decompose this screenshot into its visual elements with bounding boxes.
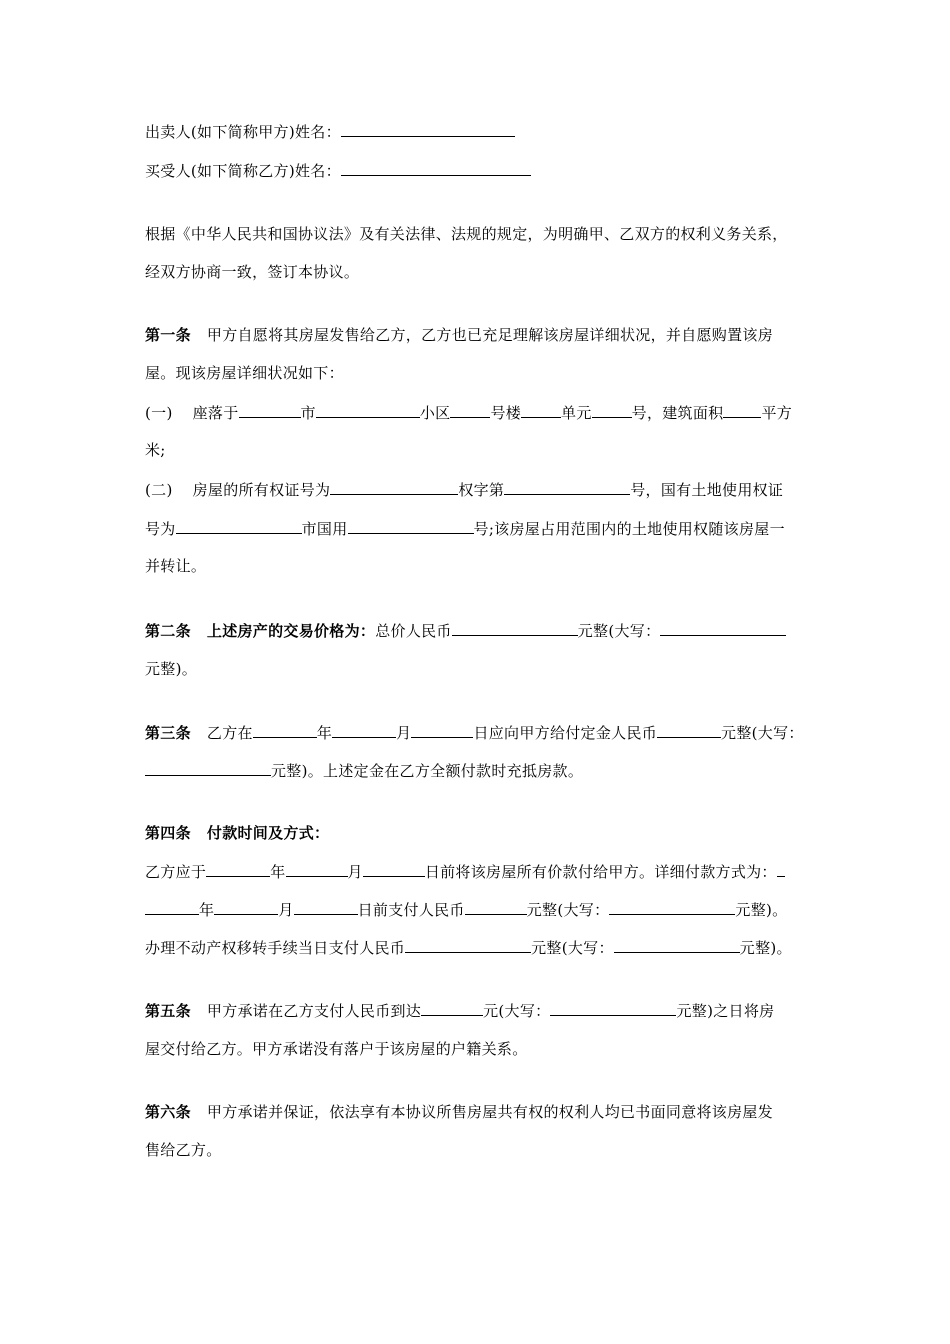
art5-title: 第五条 [145, 1002, 191, 1020]
item1-text-f: 号，建筑面积 [631, 404, 724, 422]
item2-text-d: 号为 [145, 520, 176, 538]
art4-text-l: 元整)。 [739, 939, 792, 957]
deposit-amount-blank[interactable] [657, 722, 721, 738]
buyer-label: 买受人(如下简称乙方)姓名： [145, 162, 341, 180]
intro-line-2: 经双方协商一致，签订本协议。 [145, 263, 360, 281]
installment-year-blank[interactable] [145, 899, 199, 915]
seller-line [145, 121, 515, 142]
transfer-amount-blank[interactable] [405, 937, 531, 953]
item1-text-d: 号楼 [490, 404, 522, 422]
art4-text-g: 日前支付人民币 [357, 901, 465, 919]
ownership-no-blank[interactable] [504, 479, 630, 495]
installment-month-blank[interactable] [214, 899, 278, 915]
buyer-name-blank[interactable] [341, 160, 531, 176]
art2-text-a: 总价人民币 [375, 622, 452, 640]
art1-item2-line-2 [145, 518, 785, 539]
building-blank[interactable] [450, 402, 490, 418]
art3-text-f: 元整)。上述定金在乙方全额付款时充抵房款。 [271, 762, 584, 780]
item2-text-c: 号，国有土地使用权证 [630, 481, 784, 499]
art4-subtitle: 付款时间及方式： [206, 824, 330, 842]
item2-text-f: 号;该房屋占用范围内的土地使用权随该房屋一 [473, 520, 785, 538]
art1-item1-line-2: 米; [145, 441, 166, 459]
district-blank[interactable] [316, 402, 420, 418]
art3-text-e: 元整(大写： [721, 724, 804, 742]
art5-text-a: 甲方承诺在乙方支付人民币到达 [206, 1002, 422, 1020]
deposit-month-blank[interactable] [332, 722, 396, 738]
art2-text-b: 元整(大写： [577, 622, 661, 640]
art3-line-1 [145, 722, 804, 743]
total-price-blank[interactable] [452, 620, 578, 636]
art4-line-3 [145, 899, 787, 920]
art1-line-2: 屋。现该房屋详细状况如下： [145, 364, 344, 382]
art4-text-c: 月 [347, 863, 363, 881]
art5-line-2: 屋交付给乙方。甲方承诺没有落户于该房屋的户籍关系。 [145, 1040, 528, 1058]
art3-text-a: 乙方在 [206, 724, 253, 742]
payment-method-blank[interactable] [777, 861, 785, 877]
seller-label: 出卖人(如下简称甲方)姓名： [145, 123, 341, 141]
deposit-day-blank[interactable] [411, 722, 473, 738]
item1-text-c: 小区 [419, 404, 451, 422]
deposit-year-blank[interactable] [253, 722, 317, 738]
item1-text-b: 市 [300, 404, 316, 422]
area-blank[interactable] [723, 402, 761, 418]
art2-title: 第二条 [145, 622, 191, 640]
art6-title: 第六条 [145, 1103, 191, 1121]
art6-line-1 [145, 1102, 773, 1122]
item2-text-e: 市国用 [301, 520, 348, 538]
art4-text-j: 办理不动产权移转手续当日支付人民币 [145, 939, 406, 957]
seller-name-blank[interactable] [341, 121, 515, 137]
land-cert-blank[interactable] [176, 518, 302, 534]
art4-title: 第四条 [145, 824, 191, 842]
art4-text-f: 月 [278, 901, 294, 919]
art4-line-1 [145, 823, 329, 843]
item2-text-a: 房屋的所有权证号为 [192, 481, 331, 499]
art4-text-h: 元整(大写： [526, 901, 610, 919]
art4-text-k: 元整(大写： [531, 939, 614, 957]
payment-month-blank[interactable] [286, 861, 348, 877]
handover-amount-blank[interactable] [421, 1000, 483, 1016]
art4-text-b: 年 [270, 863, 286, 881]
art1-item2-line-3: 并转让。 [145, 557, 207, 575]
room-blank[interactable] [592, 402, 632, 418]
buyer-line [145, 160, 531, 181]
installment-amount-blank[interactable] [465, 899, 527, 915]
art1-line-1 [145, 325, 773, 345]
art5-text-c: 元整)之日将房 [676, 1002, 775, 1020]
item2-text-b: 权字第 [458, 481, 505, 499]
art2-line-2: 元整)。 [145, 660, 198, 678]
art1-item2-line [145, 479, 783, 500]
art4-line-2 [145, 861, 785, 882]
art3-title: 第三条 [145, 724, 191, 742]
item1-number: (一) [145, 404, 173, 422]
art1-item1-line [145, 402, 792, 423]
art4-text-a: 乙方应于 [145, 863, 207, 881]
installment-day-blank[interactable] [294, 899, 358, 915]
art6-line-2: 售给乙方。 [145, 1141, 222, 1159]
art4-line-4 [145, 937, 792, 958]
total-price-words-blank[interactable] [660, 620, 786, 636]
art3-line-2 [145, 760, 583, 781]
art4-text-i: 元整)。 [735, 901, 788, 919]
item1-text-g: 平方 [761, 404, 793, 422]
art2-subtitle: 上述房产的交易价格为： [206, 622, 376, 640]
city-blank[interactable] [239, 402, 301, 418]
art6-text-a: 甲方承诺并保证，依法享有本协议所售房屋共有权的权利人均已书面同意将该房屋发 [206, 1103, 774, 1121]
item1-text-a: 座落于 [192, 404, 239, 422]
land-no-blank[interactable] [348, 518, 474, 534]
art5-text-b: 元(大写： [483, 1002, 551, 1020]
art5-line-1 [145, 1000, 774, 1021]
art3-text-b: 年 [316, 724, 333, 742]
payment-year-blank[interactable] [206, 861, 270, 877]
installment-words-blank[interactable] [609, 899, 735, 915]
art4-text-d: 日前将该房屋所有价款付给甲方。详细付款方式为： [424, 863, 777, 881]
payment-day-blank[interactable] [363, 861, 425, 877]
ownership-cert-blank[interactable] [330, 479, 458, 495]
transfer-words-blank[interactable] [614, 937, 740, 953]
handover-words-blank[interactable] [550, 1000, 676, 1016]
item1-text-e: 单元 [561, 404, 592, 422]
art4-text-e: 年 [199, 901, 215, 919]
intro-line-1: 根据《中华人民共和国协议法》及有关法律、法规的规定，为明确甲、乙双方的权利义务关系， [145, 225, 788, 243]
art2-line-1 [145, 620, 786, 641]
art1-title: 第一条 [145, 326, 191, 344]
item2-number: (二) [145, 481, 173, 499]
art3-text-d: 日应向甲方给付定金人民币 [473, 724, 658, 742]
deposit-words-blank[interactable] [145, 760, 271, 776]
art1-text-1: 甲方自愿将其房屋发售给乙方，乙方也已充足理解该房屋详细状况，并自愿购置该房 [206, 326, 774, 344]
art3-text-c: 月 [396, 724, 412, 742]
unit-blank[interactable] [521, 402, 561, 418]
